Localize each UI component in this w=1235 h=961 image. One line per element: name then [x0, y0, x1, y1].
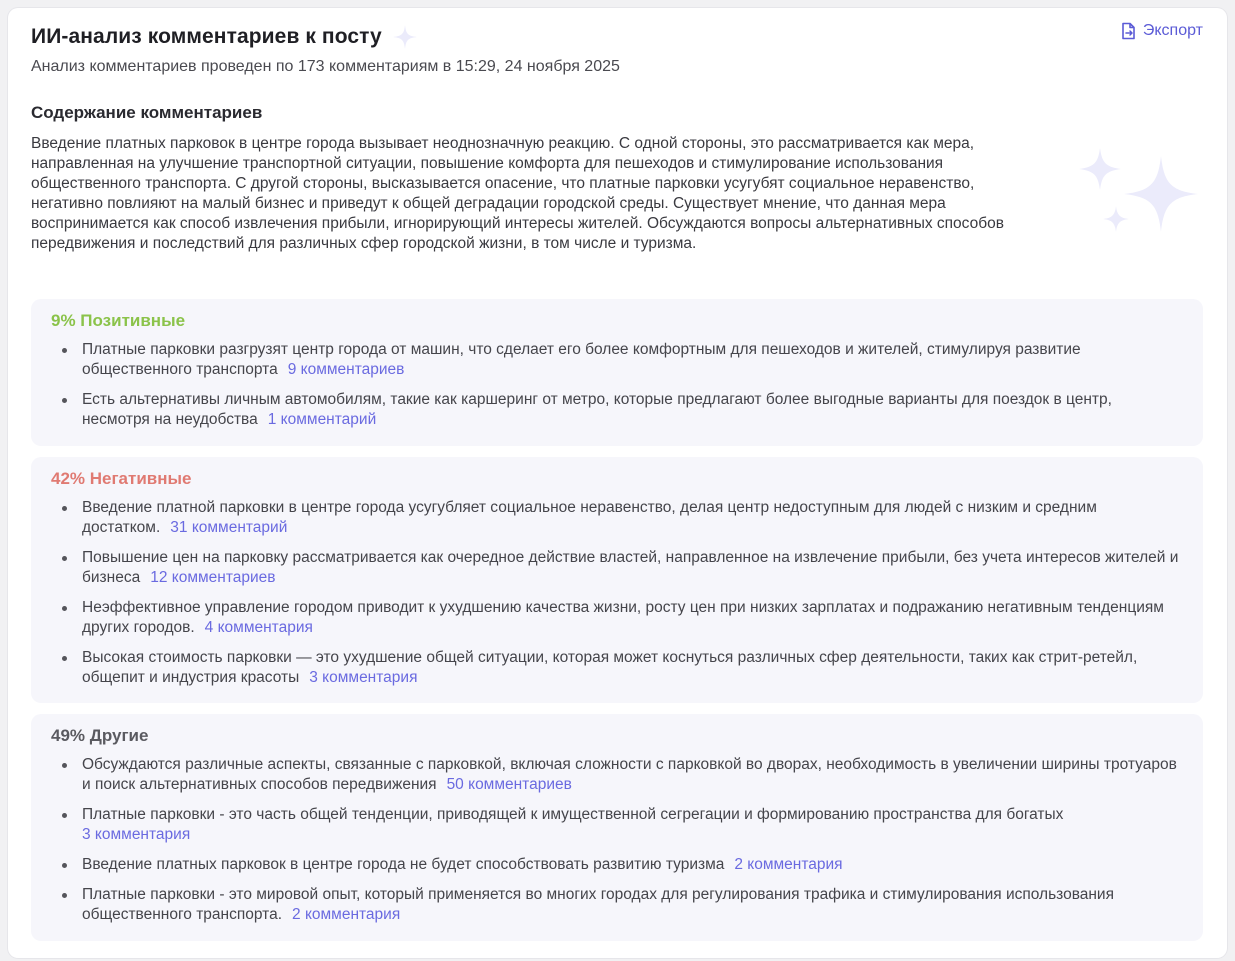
negative-list — [51, 498, 1183, 688]
list-item: Неэффективное управление городом приводит к ухудшению качества жизни, росту цен при низких зарплатах и подражанию негативным тенденциям других городов. 4 комментария — [51, 598, 1183, 638]
comments-link[interactable]: 9 комментариев — [287, 361, 405, 378]
page-title: ИИ-анализ комментариев к посту — [31, 25, 382, 48]
list-item: Введение платной парковки в центре города усугубляет социальное неравенство, делая центр недоступным для людей с низким и средним достатком. 31 комментарий — [51, 498, 1183, 538]
comments-link[interactable]: 3 комментария — [309, 669, 418, 686]
list-item: Повышение цен на парковку рассматривается как очередное действие властей, направленное на извлечение прибыли, без учета интересов жителей и бизнеса 12 комментариев — [51, 548, 1183, 588]
positive-group — [31, 299, 1203, 446]
list-item: Введение платных парковок в центре города не будет способствовать развитию туризма 2 комментария — [51, 855, 1183, 875]
comments-link[interactable]: 4 комментария — [204, 619, 313, 636]
list-item: Платные парковки разгрузят центр города от машин, что сделает его более комфортным для пешеходов и жителей, стимулируя развитие общественного транспорта 9 комментариев — [51, 340, 1183, 380]
other-title: 49% Другие — [51, 726, 149, 745]
list-item: Платные парковки - это мировой опыт, который применяется во многих городах для регулирования трафика и стимулирования использования общественного транспорта. 2 комментария — [51, 885, 1183, 925]
negative-group — [31, 457, 1203, 703]
comments-link[interactable]: 2 комментария — [734, 856, 843, 873]
title-row — [31, 24, 418, 50]
sparkle-icon — [392, 24, 418, 50]
list-item: Есть альтернативы личным автомобилям, такие как каршеринг от метро, которые предлагают более выгодные варианты для поездок в центр, несмотря на неудобства 1 комментарий — [51, 390, 1183, 430]
comments-link[interactable]: 12 комментариев — [150, 569, 276, 586]
other-group — [31, 714, 1203, 941]
list-item: Платные парковки - это часть общей тенденции, приводящей к имущественной сегрегации и формированию пространства для богатых 3 комментария — [51, 805, 1183, 845]
negative-title: 42% Негативные — [51, 469, 192, 488]
list-item: Обсуждаются различные аспекты, связанные с парковкой, включая сложности с парковкой во дворах, необходимость в увеличении ширины тротуаров и поиск альтернативных способов передвижения 50 комментариев — [51, 755, 1183, 795]
summary-text: Введение платных парковок в центре города вызывает неоднозначную реакцию. С одной стороны, это рассматривается как мера, направленная на улучшение транспортной ситуации, повышение комфорта для пешеходов и стимулирование использования общественного транспорта. С другой стороны, высказывается опасение, что платные парковки усугубят социальное неравенство, негативно повлияют на малый бизнес и приведут к общей деградации городской среды. Существует мнение, что данная мера воспринимается как способ извлечения прибыли, игнорирующий интересы жителей. Обсуждаются вопросы альтернативных способов передвижения и последствий для различных сфер городской жизни, в том числе и туризма. — [31, 135, 1004, 252]
export-button[interactable] — [1120, 22, 1203, 40]
export-file-icon — [1120, 22, 1137, 40]
comments-link[interactable]: 31 комментарий — [170, 519, 288, 536]
comments-link[interactable]: 2 комментария — [292, 906, 401, 923]
sparkles-decoration-icon — [1066, 138, 1210, 248]
export-label: Экспорт — [1142, 22, 1203, 39]
comments-link[interactable]: 1 комментарий — [267, 411, 377, 428]
positive-title: 9% Позитивные — [51, 311, 186, 330]
analysis-card — [8, 8, 1227, 958]
positive-list — [51, 340, 1183, 430]
analysis-meta: Анализ комментариев проведен по 173 комментариям в 15:29, 24 ноября 2025 — [31, 58, 620, 75]
comments-link[interactable]: 3 комментария — [82, 826, 191, 843]
comments-link[interactable]: 50 комментариев — [446, 776, 572, 793]
other-list — [51, 755, 1183, 925]
list-item: Высокая стоимость парковки — это ухудшение общей ситуации, которая может коснуться различных сфер деятельности, таких как стрит-ретейл, общепит и индустрия красоты 3 комментария — [51, 648, 1183, 688]
summary-heading: Содержание комментариев — [31, 103, 263, 122]
